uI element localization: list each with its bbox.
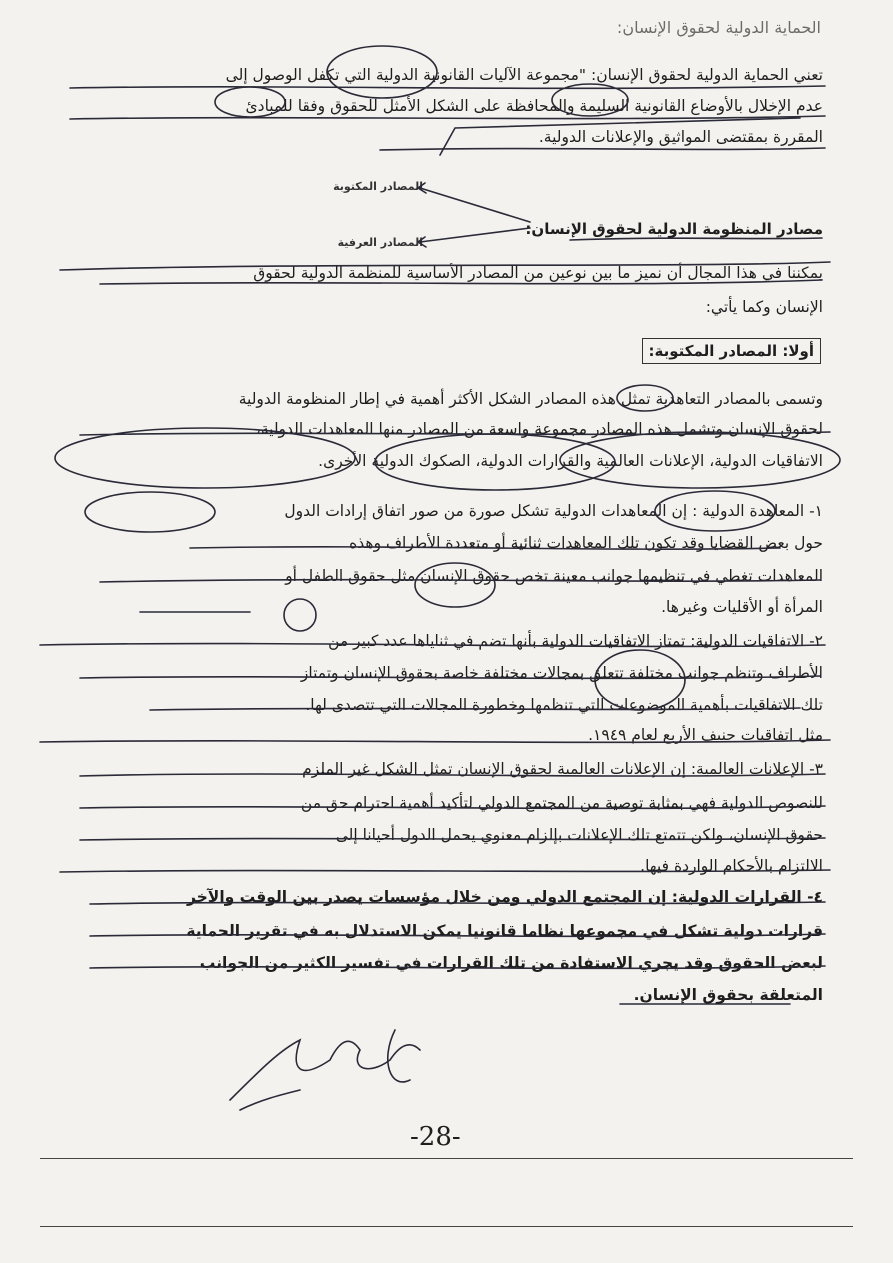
signature [230,1030,420,1110]
item1-line-1: ١- المعاهدة الدولية : إن المعاهدات الدولية تشكل صورة من صور اتفاق إرادات الدول [284,502,823,520]
item3-line-4: الالتزام بالأحكام الواردة فيها. [640,857,823,875]
first-heading: أولا: المصادر المكتوبة: [642,338,821,364]
item4-line-2: قرارات دولية تشكل في مجموعها نظاما قانونيا يمكن الاستدلال به في تقرير الحماية [186,922,823,940]
arrow-written [418,183,530,222]
page-number: -28- [410,1122,461,1152]
intro-line-2: عدم الإخلال بالأوضاع القانونية السليمة والمحافظة على الشكل الأمثل للحقوق وفقا للمبادئ [245,97,823,115]
item3-line-1: ٣- الإعلانات العالمية: إن الإعلانات العالمية لحقوق الإنسان تمثل الشكل غير الملزم [302,760,823,778]
underline-intro-3 [380,148,825,150]
item4-line-1: ٤- القرارات الدولية: إن المجتمع الدولي ومن خلال مؤسسات يصدر بين الوقت والآخر [186,888,823,906]
footer-rule-2 [40,1226,853,1227]
sources-heading: مصادر المنظومة الدولية لحقوق الإنسان: [525,220,823,238]
item2-line-1: ٢- الاتفاقيات الدولية: تمتاز الاتفاقيات الدولية بأنها تضم في ثناياها عدد كبير من [328,632,823,650]
item3-line-3: حقوق الإنسان، ولكن تتمتع تلك الإعلانات بإلزام معنوي يحمل الدول أحيانا إلى [335,826,823,844]
item4-line-4: المتعلقة بحقوق الإنسان. [633,986,823,1004]
intro-line-3: المقررة بمقتضى المواثيق والإعلانات الدولية. [538,128,823,146]
item1-line-2: حول بعض القضايا وقد تكون تلك المعاهدات ثنائية أو متعددة الأطراف وهذه [349,534,823,552]
note-written-sources: المصادر المكتوبة [333,180,423,193]
item2-line-2: الأطراف وتنظم جوانب مختلفة تتعلق بمجالات مختلفة خاصة بحقوق الإنسان وتمتاز [300,664,823,682]
written-para-line-1: وتسمى بالمصادر التعاهدية تمثل هذه المصادر الشكل الأكثر أهمية في إطار المنظومة الدولية [238,390,823,408]
item2-line-4: مثل اتفاقيات جنيف الأربع لعام ١٩٤٩. [588,726,823,744]
underline-intro-1 [70,86,825,88]
item2-line-3: تلك الاتفاقيات بأهمية الموضوعات التي تنظمها وخطورة المجالات التي تتصدى لها. [305,696,823,714]
sources-intro-line-1: يمكننا في هذا المجال أن نميز ما بين نوعين من المصادر الأساسية للمنظمة الدولية لحقوق [253,264,823,282]
note-customary-sources: المصادر العرفية [337,236,423,249]
written-para-line-2: لحقوق الإنسان وتشمل هذه المصادر مجموعة واسعة من المصادر منها المعاهدات الدولية، [255,420,823,438]
page-title: الحماية الدولية لحقوق الإنسان: [616,18,821,37]
item3-line-2: للنصوص الدولية فهي بمثابة توصية من المجتمع الدولي لتأكيد أهمية احترام حق من [300,794,823,812]
written-para-line-3: الاتفاقيات الدولية، الإعلانات العالمية والقرارات الدولية، الصكوك الدولية الأخرى. [318,452,823,470]
item1-line-4: المرأة أو الأقليات وغيرها. [661,598,823,616]
intro-line-1: تعني الحماية الدولية لحقوق الإنسان: "مجموعة الآليات القانونية الدولية التي تكفل الوصول إلى [225,66,823,84]
footer-rule-1 [40,1158,853,1159]
item4-line-3: لبعض الحقوق وقد يجري الاستفادة من تلك القرارات في تفسير الكثير من الجوانب [199,954,823,972]
sources-intro-line-2: الإنسان وكما يأتي: [705,298,823,316]
item1-line-3: المعاهدات تغطي في تنظيمها جوانب معينة تخص حقوق الإنسان مثل حقوق الطفل أو [285,567,823,585]
